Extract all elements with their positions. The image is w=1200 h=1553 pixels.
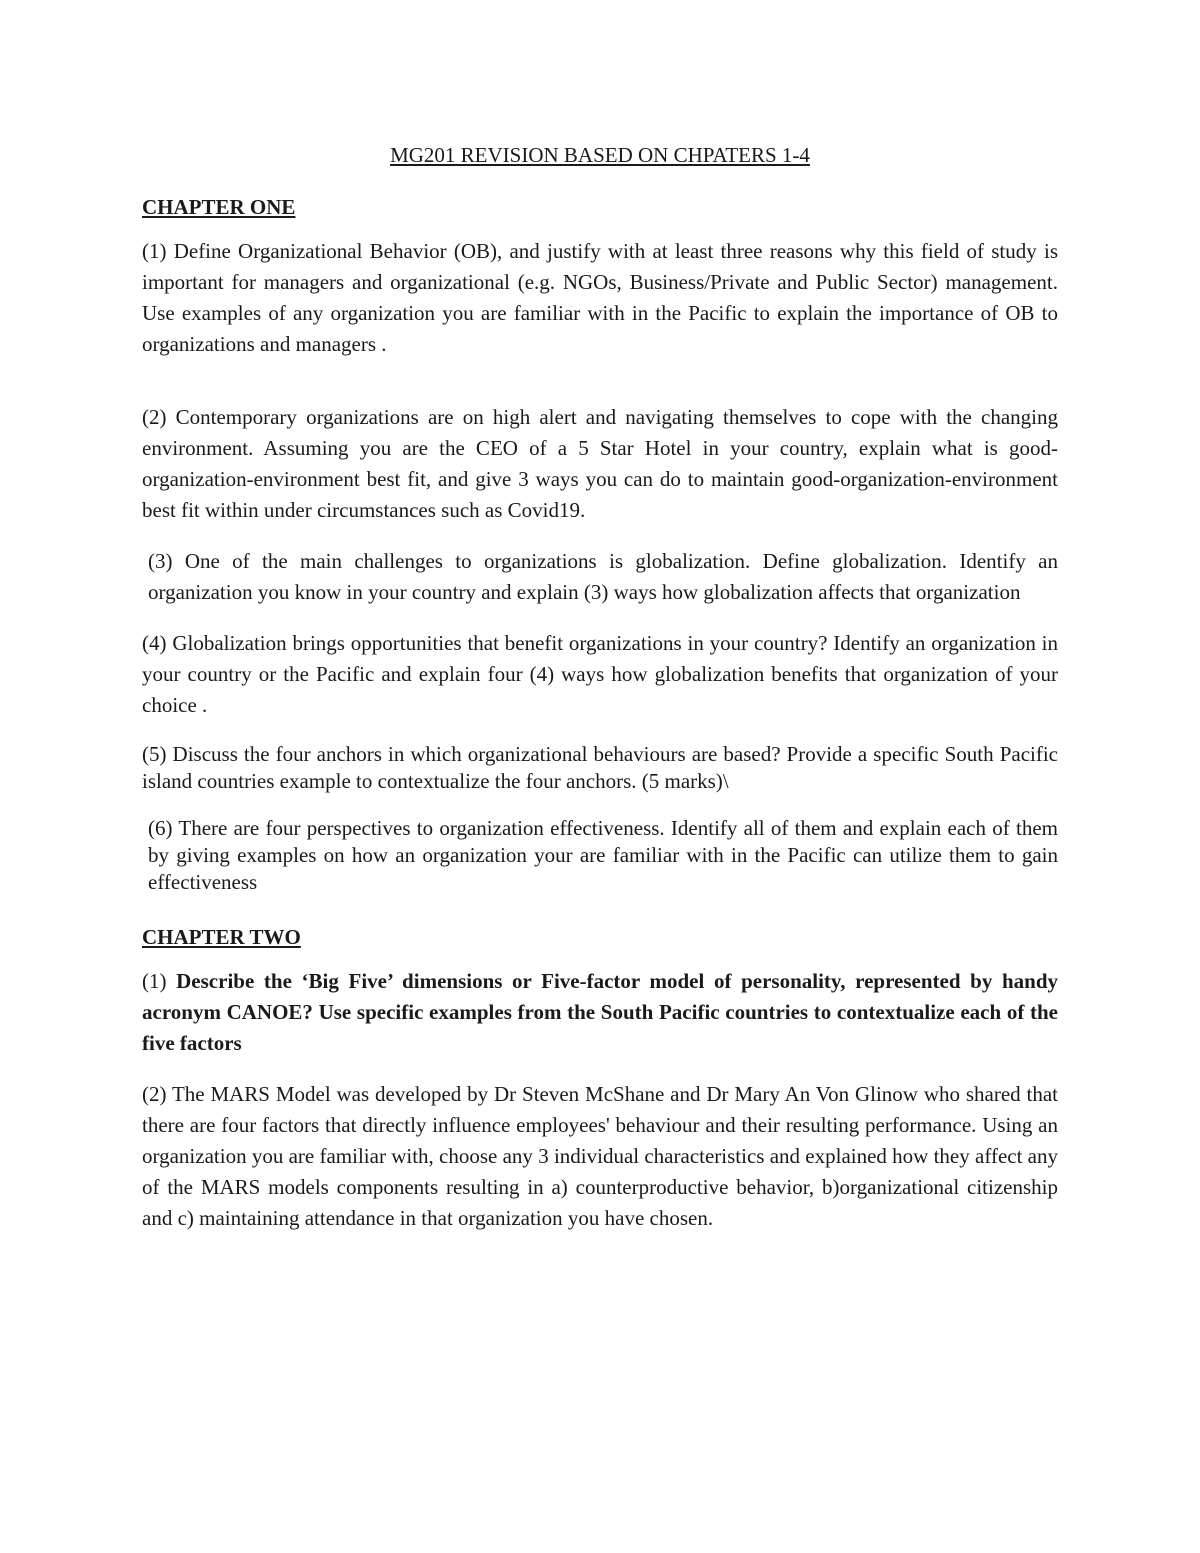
chapter-one-question-4: (4) Globalization brings opportunities that benefit organizations in your country? Identify an organization in your country or the Pacific and explain four (4) ways how globalization benefits that organization of your choice . — [142, 631, 1058, 717]
chapter-two-question-1 — [142, 966, 1058, 1059]
chapter-one-question-6: (6) There are four perspectives to organization effectiveness. Identify all of them and explain each of them by giving examples on how an organization your are familiar with in the Pacific can utilize them to gain effectiveness — [148, 816, 1058, 894]
chapter-one-question-3: (3) One of the main challenges to organizations is globalization. Define globalization. Identify an organization you know in your country and explain (3) ways how globalization affects that organization — [148, 549, 1058, 604]
spacer — [142, 380, 1058, 402]
chapter-one-question-2: (2) Contemporary organizations are on high alert and navigating themselves to cope with the changing environment. Assuming you are the CEO of a 5 Star Hotel in your country, explain what is good-organization-environment best fit, and give 3 ways you can do to maintain good-organization-environment best fit within under circumstances such as Covid19. — [142, 405, 1058, 522]
chapter-one-question-5: (5) Discuss the four anchors in which organizational behaviours are based? Provide a specific South Pacific island countries example to contextualize the four anchors. (5 marks)\ — [142, 742, 1058, 793]
question-text: Describe the ‘Big Five’ dimensions or Five-factor model of personality, represented by handy acronym CANOE? Use specific examples from the South Pacific countries to contextualize each of the five factors — [142, 969, 1058, 1055]
chapter-one-heading: CHAPTER ONE — [142, 195, 296, 219]
question-number: (1) — [142, 969, 167, 993]
chapter-one-question-1: (1) Define Organizational Behavior (OB), and justify with at least three reasons why this field of study is important for managers and organizational (e.g. NGOs, Business/Private and Public Sector) management. Use examples of any organization you are familiar with in the Pacific to explain the importance of OB to organizations and managers . — [142, 239, 1058, 356]
document-page — [142, 140, 1058, 1254]
chapter-two-heading: CHAPTER TWO — [142, 925, 301, 949]
document-title: MG201 REVISION BASED ON CHPATERS 1-4 — [390, 143, 810, 167]
chapter-two-question-2: (2) The MARS Model was developed by Dr Steven McShane and Dr Mary An Von Glinow who shared that there are four factors that directly influence employees' behaviour and their resulting performance. Using an organization you are familiar with, choose any 3 individual characteristics and explained how they affect any of the MARS models components resulting in a) counterproductive behavior, b)organizational citizenship and c) maintaining attendance in that organization you have chosen. — [142, 1082, 1058, 1230]
